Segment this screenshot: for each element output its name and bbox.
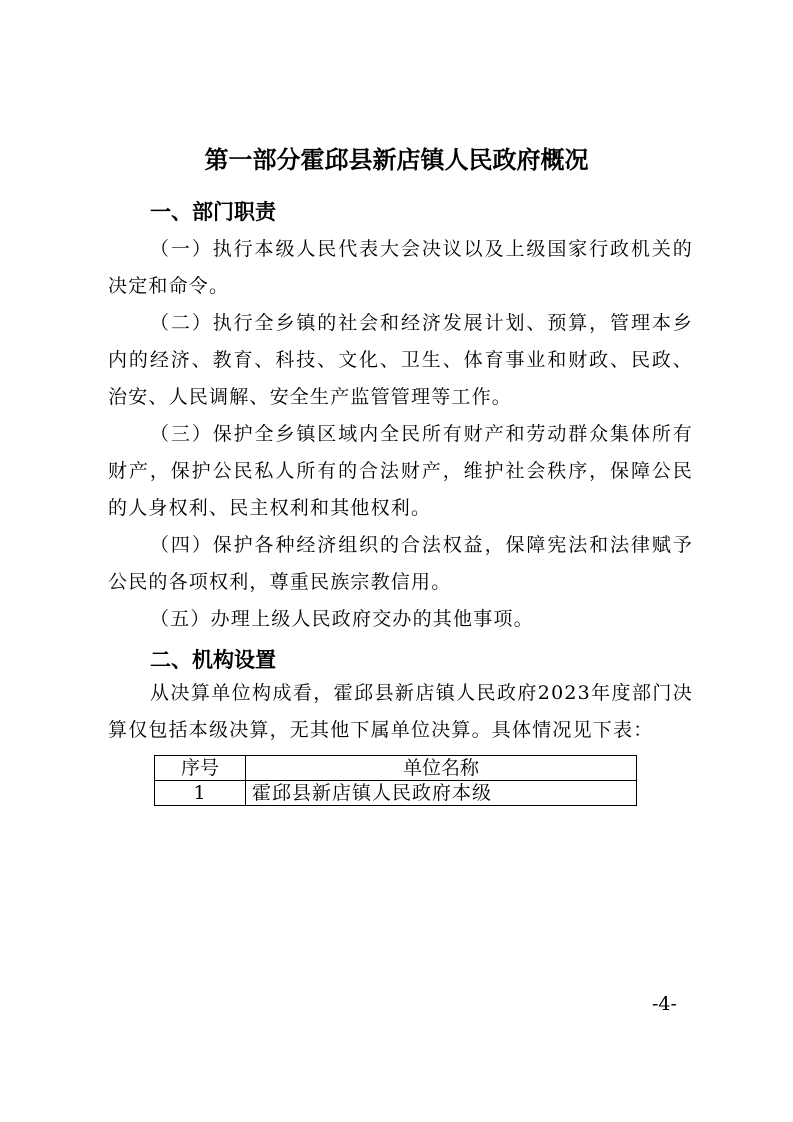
page-title: 第一部分霍邱县新店镇人民政府概况 — [204, 146, 589, 174]
table-cell-unit-name: 霍邱县新店镇人民政府本级 — [246, 781, 637, 806]
section-heading-duties: 一、部门职责 — [150, 200, 276, 224]
table-header-index: 序号 — [155, 756, 246, 781]
structure-paragraph: 从决算单位构成看，霍邱县新店镇人民政府2023年度部门决算仅包括本级决算，无其他下属单位决算。具体情况见下表： — [108, 682, 693, 741]
duty-paragraph-4: （四）保护各种经济组织的合法权益，保障宪法和法律赋予公民的各项权利，尊重民族宗教信用。 — [108, 534, 693, 593]
duty-paragraph-5: （五）办理上级人民政府交办的其他事项。 — [150, 608, 534, 630]
duty-paragraph-1: （一）执行本级人民代表大会决议以及上级国家行政机关的决定和命令。 — [108, 238, 693, 297]
table-header-unit-name: 单位名称 — [246, 756, 637, 781]
section-heading-structure: 二、机构设置 — [150, 648, 276, 672]
unit-table — [154, 755, 637, 806]
duty-paragraph-2: （二）执行全乡镇的社会和经济发展计划、预算，管理本乡内的经济、教育、科技、文化、卫生、体育事业和财政、民政、治安、人民调解、安全生产监管管理等工作。 — [108, 312, 693, 408]
table-row — [155, 781, 637, 806]
duty-paragraph-3: （三）保护全乡镇区域内全民所有财产和劳动群众集体所有财产，保护公民私人所有的合法财产，维护社会秩序，保障公民的人身权利、民主权利和其他权利。 — [108, 423, 693, 519]
page-number: -4- — [652, 993, 677, 1015]
table-cell-index: 1 — [155, 781, 246, 806]
table-header-row — [155, 756, 637, 781]
